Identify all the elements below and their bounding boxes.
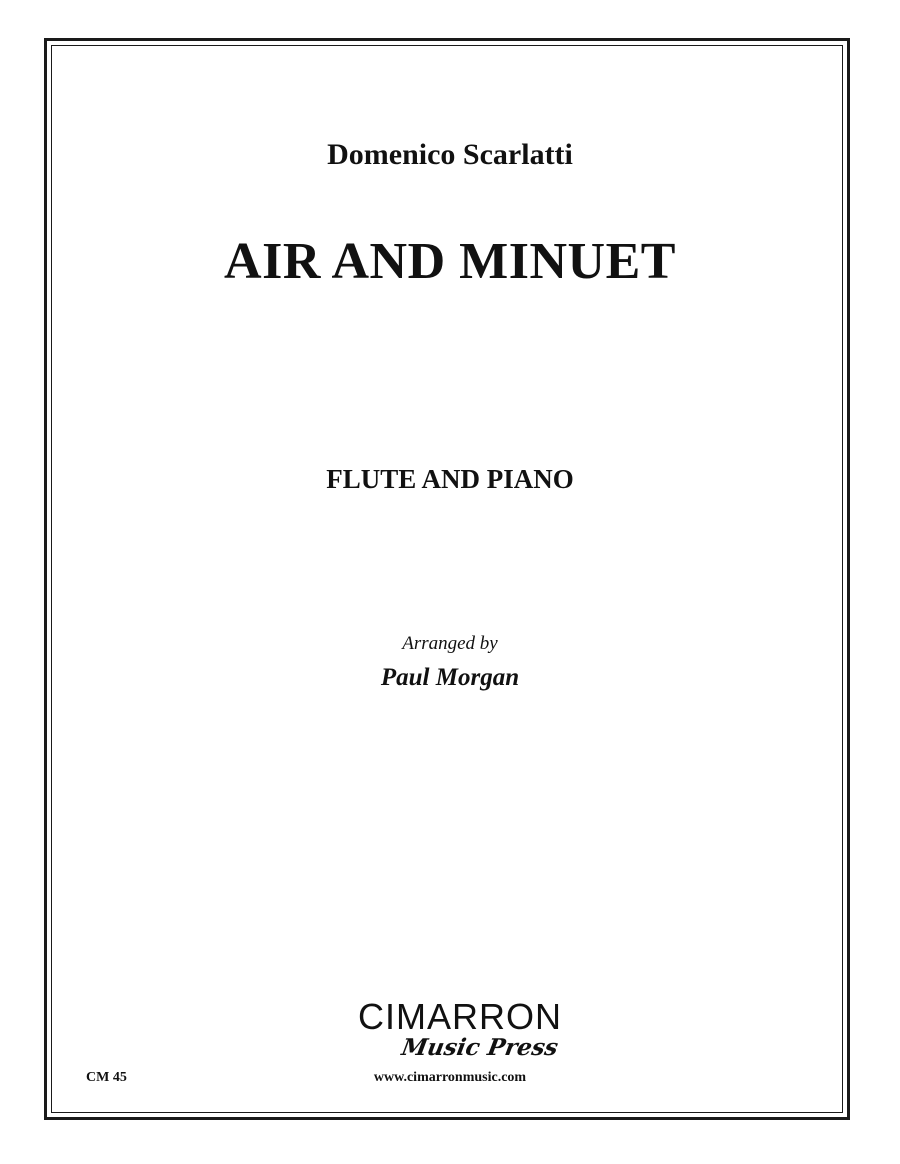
- instrumentation: FLUTE AND PIANO: [326, 464, 574, 494]
- page-border-inner: [51, 45, 843, 1113]
- arranger-name: Paul Morgan: [380, 664, 520, 691]
- publisher-subtitle: Music Press: [399, 1034, 561, 1061]
- catalog-number: CM 45: [86, 1070, 127, 1085]
- publisher-website: www.cimarronmusic.com: [373, 1070, 527, 1085]
- arranged-by-label: Arranged by: [402, 633, 498, 654]
- composer-name: Domenico Scarlatti: [327, 138, 573, 171]
- publisher-logo: [330, 996, 570, 1076]
- publisher-name: CIMARRON: [358, 996, 562, 1037]
- piece-title: AIR AND MINUET: [224, 233, 676, 290]
